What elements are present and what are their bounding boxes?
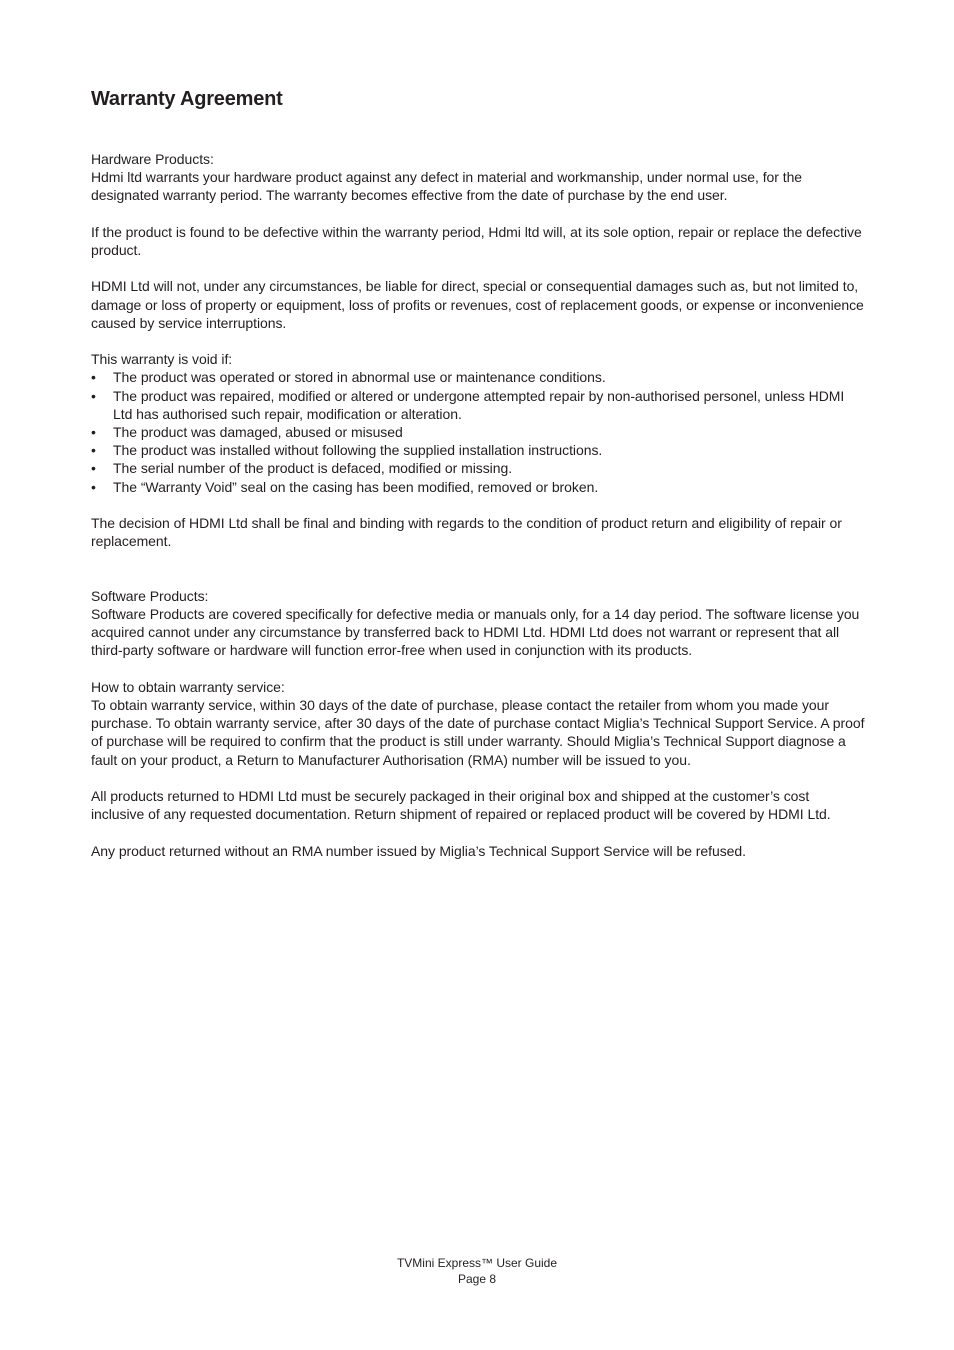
refused-paragraph: Any product returned without an RMA number issued by Miglia’s Technical Support Service will be refused.: [91, 842, 746, 859]
decision-paragraph: The decision of HDMI Ltd shall be final and binding with regards to the condition of product return and eligibility of repair or replacement.: [91, 515, 842, 550]
void-heading: This warranty is void if:: [91, 351, 233, 368]
bullet-icon: •: [91, 460, 96, 477]
bullet-icon: •: [91, 387, 96, 404]
list-item: • The serial number of the product is defaced, modified or missing.: [91, 460, 513, 477]
spacer: [91, 332, 866, 350]
bullet-icon: •: [91, 369, 96, 386]
bullet-icon: •: [91, 442, 96, 459]
document-body: [91, 150, 866, 860]
spacer: [91, 823, 866, 841]
service-paragraph: To obtain warranty service, within 30 days of the date of purchase, please contact the retailer from whom you made your purchase. To obtain warranty service, after 30 days of the date of purchase contact Miglia’s Technical Support Service. A proof of purchase will be required to confirm that the product is still under warranty. Should Miglia’s Technical Support diagnose a fault on your product, a Return to Manufacturer Authorisation (RMA) number will be issued to you.: [91, 697, 865, 768]
list-item: • The product was installed without following the supplied installation instructions.: [91, 442, 603, 459]
bullet-icon: •: [91, 478, 96, 495]
list-item: • The product was damaged, abused or misused: [91, 424, 403, 440]
list-item: • The product was repaired, modified or altered or undergone attempted repair by non-authorised personel, unless HDMI Ltd has authorised such repair, modification or alteration.: [91, 387, 845, 422]
hardware-heading: Hardware Products:: [91, 151, 214, 167]
spacer: [91, 769, 866, 787]
footer-guide-title: TVMini Express™ User Guide: [396, 1256, 558, 1270]
hardware-liability-paragraph: HDMI Ltd will not, under any circumstances, be liable for direct, special or consequential damages such as, but not limited to, damage or loss of property or equipment, loss of profits or revenues, cost of replacement goods, or expense or inconvenience caused by service interruptions.: [91, 278, 864, 331]
list-item: • The product was operated or stored in abnormal use or maintenance conditions.: [91, 369, 606, 386]
spacer: [91, 205, 866, 223]
bullet-icon: •: [91, 424, 96, 440]
hardware-intro: Hdmi ltd warrants your hardware product against any defect in material and workmanship, under normal use, for the designated warranty period. The warranty becomes effective from the date of purchase by the end user.: [91, 169, 803, 204]
spacer: [91, 660, 866, 678]
service-heading: How to obtain warranty service:: [91, 678, 285, 695]
void-conditions-list: [91, 368, 866, 495]
software-heading: Software Products:: [91, 587, 209, 604]
hardware-defective-paragraph: If the product is found to be defective within the warranty period, Hdmi ltd will, at its sole option, repair or replace the defective product.: [91, 223, 862, 258]
software-paragraph: Software Products are covered specifically for defective media or manuals only, for a 14 day period. The software license you acquired cannot under any circumstance by transferred back to HDMI Ltd. HDMI Ltd does not warrant or represent that all third-party software or hardware will function error-free when used in conjunction with its products.: [91, 606, 860, 659]
footer-page-number: Page 8: [457, 1272, 497, 1286]
spacer: [91, 259, 866, 277]
document-page: [91, 86, 866, 860]
spacer: [91, 550, 866, 586]
page-title: Warranty Agreement: [91, 88, 283, 110]
page-footer: [0, 1255, 954, 1287]
returns-paragraph: All products returned to HDMI Ltd must be securely packaged in their original box and shipped at the customer’s cost inclusive of any requested documentation. Return shipment of repaired or replaced product will be covered by HDMI Ltd.: [91, 788, 831, 823]
list-item: • The “Warranty Void” seal on the casing has been modified, removed or broken.: [91, 478, 599, 495]
spacer: [91, 496, 866, 514]
